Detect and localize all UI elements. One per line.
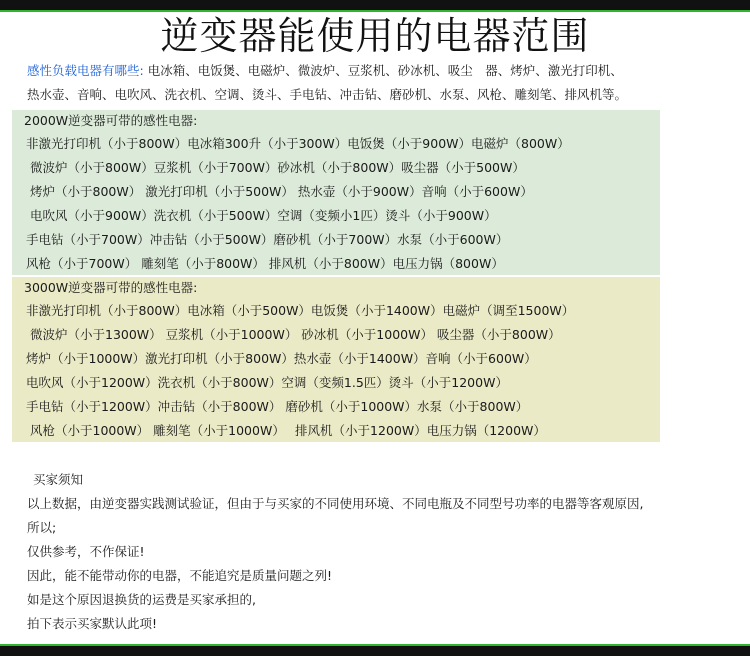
panel-2000w-heading: 2000W逆变器可带的感性电器:: [24, 113, 198, 128]
bottom-border-bar: [0, 644, 750, 656]
intro-line-2: 热水壶、音响、电吹风、洗衣机、空调、烫斗、手电钻、冲击钻、磨砂机、水泵、风枪、雕刻笔、排风机等。: [27, 87, 628, 102]
intro-line-1: [27, 62, 623, 80]
panel-2000w-row: 非激光打印机（小于800W）电冰箱300升（小于300W）电饭煲（小于900W）电磁炉（800W）: [26, 136, 570, 151]
panel-3000w-row: 烤炉（小于1000W）激光打印机（小于800W）热水壶（小于1400W）音响（小于600W）: [26, 351, 537, 366]
notice-line: 拍下表示买家默认此项!: [27, 616, 158, 631]
intro-text-1: 电冰箱、电饭煲、电磁炉、微波炉、豆浆机、砂冰机、吸尘 器、烤炉、激光打印机、: [143, 63, 623, 78]
top-border-bar: [0, 0, 750, 12]
notice-line: 因此，能不能带动你的电器，不能追究是质量问题之列!: [27, 568, 333, 583]
intro-label: 感性负载电器有哪些:: [27, 63, 144, 78]
panel-2000w-row: 电吹风（小于900W）洗衣机（小于500W）空调（变频小1匹）烫斗（小于900W）: [30, 208, 497, 223]
notice-line: 如是这个原因退换货的运费是买家承担的,: [27, 592, 256, 607]
notice-line: 以上数据，由逆变器实践测试验证，但由于与买家的不同使用环境、不同电瓶及不同型号功率的电器等客观原因,: [27, 496, 644, 511]
panel-2000w: [12, 110, 660, 275]
panel-2000w-row: 微波炉（小于800W）豆浆机（小于700W）砂冰机（小于800W）吸尘器（小于500W）: [30, 160, 525, 175]
panel-3000w-heading: 3000W逆变器可带的感性电器:: [24, 280, 198, 295]
panel-2000w-row: 烤炉（小于800W） 激光打印机（小于500W） 热水壶（小于900W）音响（小于600W）: [30, 184, 533, 199]
panel-3000w-row: 手电钻（小于1200W）冲击钻（小于800W） 磨砂机（小于1000W）水泵（小于800W）: [26, 399, 529, 414]
panel-2000w-row: 风枪（小于700W） 雕刻笔（小于800W） 排风机（小于800W）电压力锅（800W）: [26, 256, 504, 271]
panel-3000w-row: 风枪（小于1000W） 雕刻笔（小于1000W） 排风机（小于1200W）电压力锅（1200W）: [30, 423, 546, 438]
notice-heading: 买家须知: [33, 472, 84, 487]
panel-3000w: [12, 277, 660, 442]
panel-3000w-row: 微波炉（小于1300W） 豆浆机（小于1000W） 砂冰机（小于1000W） 吸尘器（小于800W）: [30, 327, 561, 342]
panel-2000w-row: 手电钻（小于700W）冲击钻（小于500W）磨砂机（小于700W）水泵（小于600W）: [26, 232, 509, 247]
notice-line: 所以;: [27, 520, 57, 535]
panel-3000w-row: 电吹风（小于1200W）洗衣机（小于800W）空调（变频1.5匹）烫斗（小于1200W）: [26, 375, 508, 390]
notice-line: 仅供参考，不作保证!: [27, 544, 145, 559]
page-title: 逆变器能使用的电器范围: [160, 14, 590, 58]
panel-3000w-row: 非激光打印机（小于800W）电冰箱（小于500W）电饭煲（小于1400W）电磁炉（调至1500W）: [26, 303, 575, 318]
